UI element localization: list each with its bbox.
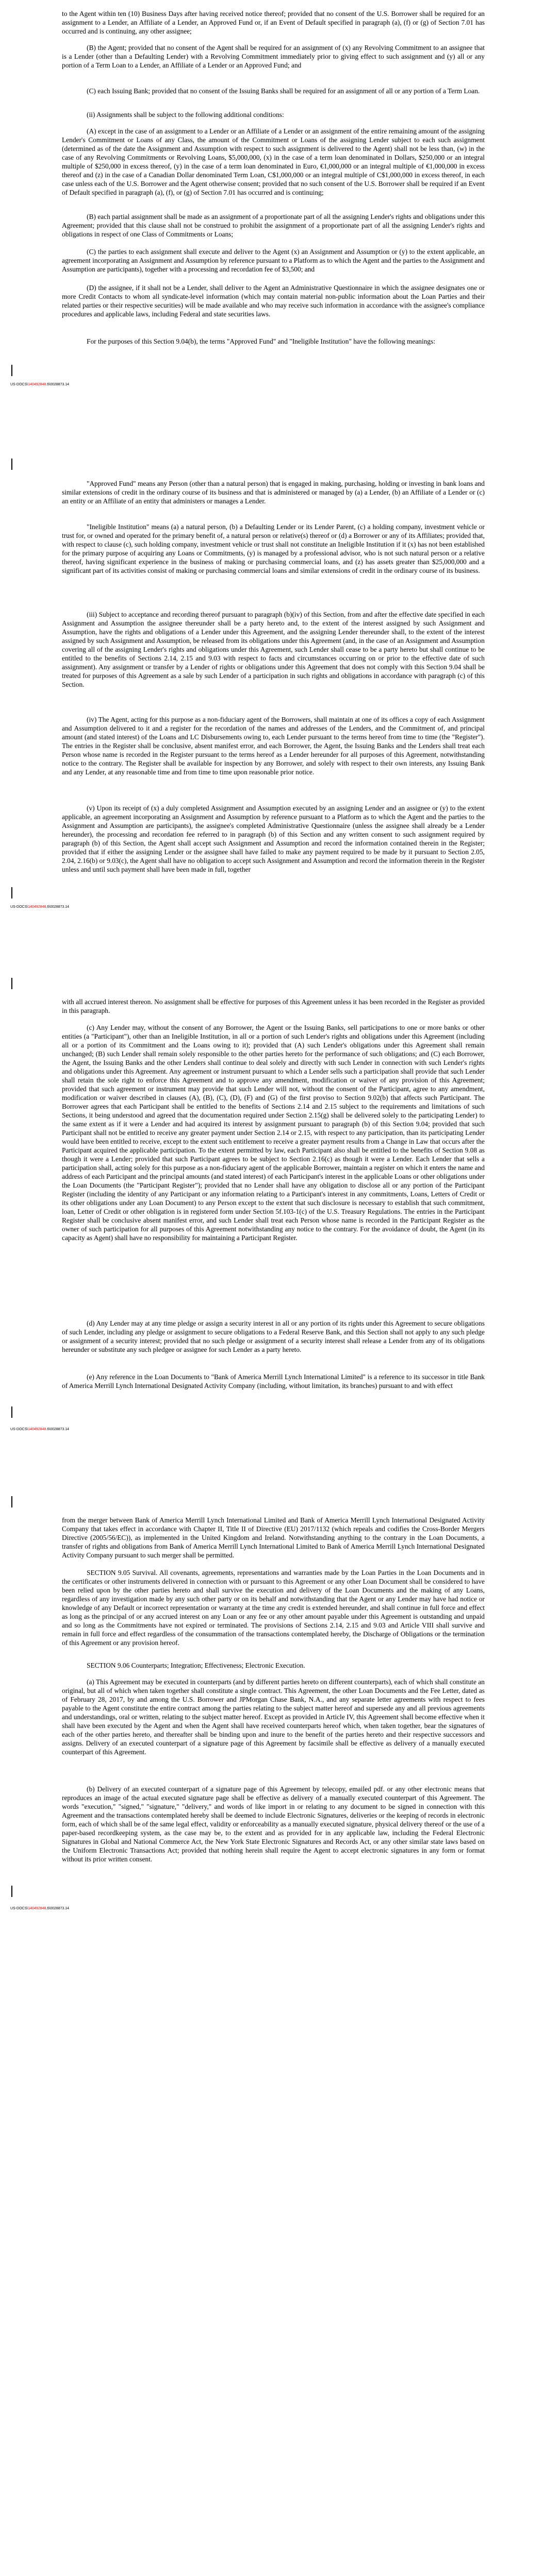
paragraph: (ii) Assignments shall be subject to the following additional conditions: bbox=[87, 111, 284, 118]
document-id-footer: US-DOCS\140492848.6\0028873.14 bbox=[10, 905, 70, 909]
paragraph: with all accrued interest thereon. No assignment shall be effective for purposes of this Agreement unless it has been recorded in the Register as provided in this paragraph. bbox=[62, 998, 485, 1014]
change-bar bbox=[11, 1886, 12, 1897]
paragraph: SECTION 9.05 Survival. All covenants, agreements, representations and warranties made by the Loan Parties in the Loan Documents and in the certificates or other instruments delivered in connection with or pursuant to this Agreement or any other Loan Document shall be considered to have been relied upon by the other parties hereto and shall survive the execution and delivery of the Loan Documents and the making of any Loans, regardless of any investigation made by any such other party or on its behalf and notwithstanding that the Agent or any Lender may have had notice or knowledge of any Default or incorrect representation or warranty at the time any credit is extended hereunder, and shall continue in full force and effect as long as the principal of or any accrued interest on any Loan or any fee or any other amount payable under this Agreement is outstanding and unpaid and so long as the Commitments have not expired or terminated. The provisions of Sections 2.14, 2.15 and 9.03 and Article VIII shall survive and remain in full force and effect regardless of the consummation of the transactions contemplated hereby, the Discharge of Obligations or the termination of this Agreement or any provision hereof. bbox=[62, 1569, 485, 1647]
paragraph: (iv) The Agent, acting for this purpose as a non-fiduciary agent of the Borrowers, shall maintain at one of its offices a copy of each Assignment and Assumption delivered to it and a register for the recordation of the names and addresses of the Lenders, and the Commitment of, and principal amount (and stated interest) of the Loans and LC Disbursements owing to, each Lender pursuant to the terms hereof from time to time (the "Register"). The entries in the Register shall be conclusive, absent manifest error, and each Borrower, the Agent, the Issuing Banks and the Lenders shall treat each Person whose name is recorded in the Register pursuant to the terms hereof as a Lender hereunder for all purposes of this Agreement, notwithstanding notice to the contrary. The Register shall be available for inspection by any Borrower, and solely with respect to their own interests, any Issuing Bank and any Lender, at any reasonable time and from time to time upon reasonable prior notice. bbox=[62, 716, 485, 776]
paragraph: "Approved Fund" means any Person (other than a natural person) that is engaged in making, purchasing, holding or investing in bank loans and similar extensions of credit in the ordinary course of its business and that is administered or managed by (a) a Lender, (b) an Affiliate of a Lender or (c) an entity or an Affiliate of an entity that administers or manages a Lender. bbox=[62, 480, 485, 505]
paragraph: (B) the Agent; provided that no consent of the Agent shall be required for an assignment of (x) any Revolving Commitment to an assignee that is a Lender (other than a Defaulting Lender) with a Revolving Commitment immediately prior to giving effect to such assignment and (y) all or any portion of a Term Loan to a Lender, an Affiliate of a Lender or an Approved Fund; and bbox=[62, 44, 485, 69]
paragraph: (v) Upon its receipt of (x) a duly completed Assignment and Assumption executed by an assigning Lender and an assignee or (y) to the extent applicable, an agreement incorporating an Assignment and Assumption by reference pursuant to a Platform as to which the Agent and the parties to the Assignment and Assumption are participants), the assignee's completed Administrative Questionnaire (unless the assignee shall already be a Lender hereunder), the processing and recordation fee referred to in paragraph (b) of this Section and any written consent to such assignment required by paragraph (b) of this Section, the Agent shall accept such Assignment and Assumption and record the information contained therein in the Register; provided that if either the assigning Lender or the assignee shall have failed to make any payment required to be made by it pursuant to Section 2.05, 2.04, 2.16(b) or 9.03(c), the Agent shall have no obligation to accept such Assignment and Assumption and record the information therein in the Register unless and until such payment shall have been made in full, together bbox=[62, 804, 485, 873]
paragraph: (A) except in the case of an assignment to a Lender or an Affiliate of a Lender or an assignment of the entire remaining amount of the assigning Lender's Commitment or Loans of any Class, the amount of the Commitment or Loans of the assigning Lender subject to each such assignment (determined as of the date the Assignment and Assumption with respect to such assignment is delivered to the Agent) shall not be less than, (w) in the case of any Revolving Commitments or Revolving Loans, $5,000,000, (x) in the case of a term loan denominated in Dollars, $250,000 or an integral multiple of $250,000 in excess thereof, (y) in the case of a term loan denominated in Euro, €1,000,000 or an integral multiple of €1,000,000 in excess thereof and (z) in the case of a Canadian Dollar denominated Term Loan, C$1,000,000 or an integral multiple of C$1,000,000 in excess thereof, in each case unless each of the U.S. Borrower and the Agent otherwise consent; provided that no such consent of the U.S. Borrower shall be required if an Event of Default specified in paragraph (a), (f), or (g) of Section 7.01 has occurred and is continuing; bbox=[62, 127, 485, 196]
paragraph: (B) each partial assignment shall be made as an assignment of a proportionate part of all the assigning Lender's rights and obligations under this Agreement; provided that this clause shall not be construed to prohibit the assignment of a proportionate part of all the assigning Lender's rights and obligations in respect of one Class of Commitments or Loans; bbox=[62, 213, 485, 238]
document-id-footer: US-DOCS\140492848.6\0028873.14 bbox=[10, 1428, 70, 1431]
paragraph: from the merger between Bank of America Merrill Lynch International Limited and Bank of America Merrill Lynch International Designated Activity Company that takes effect in accordance with Chapter II, Title II of Directive (EU) 2017/1132 (which repeals and codifies the Cross-Border Mergers Directive (2005/56/EC)), as implemented in the United Kingdom and Ireland. Notwithstanding anything to the contrary in the Loan Documents, a transfer of rights and obligations from Bank of America Merrill Lynch International Limited to Bank of America Merrill Lynch International Designated Activity Company pursuant to such merger shall be permitted. bbox=[62, 1516, 485, 1559]
paragraph: (c) Any Lender may, without the consent of any Borrower, the Agent or the Issuing Banks, sell participations to one or more banks or other entities (a "Participant"), other than an Ineligible Institution, in all or a portion of such Lender's rights and obligations under this Agreement (including all or a portion of its Commitment and the Loans owing to it); provided that (A) such Lender's obligations under this Agreement shall remain unchanged; (B) such Lender shall remain solely responsible to the other parties hereto for the performance of such obligations; and (C) each Borrower, the Agent, the Issuing Banks and the other Lenders shall continue to deal solely and directly with such Lender in connection with such Lender's rights and obligations under this Agreement. Any agreement or instrument pursuant to which a Lender sells such a participation shall provide that such Lender shall retain the sole right to enforce this Agreement and to approve any amendment, modification or waiver of any provision of this Agreement; provided that such agreement or instrument may provide that such Lender will not, without the consent of the Participant, agree to any amendment, modification or waiver described in clauses (A), (B), (C), (D), (F) and (G) of the first proviso to Section 9.02(b) that affects such Participant. The Borrower agrees that each Participant shall be entitled to the benefits of Sections 2.14 and 2.15 subject to the requirements and limitations of such Sections, it being understood and agreed that the documentation required under Section 2.15(g) shall be delivered solely to the participating Lender) to the same extent as if it were a Lender and had acquired its interest by assignment pursuant to paragraph (b) of this Section 9.04; provided that such Participant shall not be entitled to receive any greater payment under Section 2.14 or 2.15, with respect to any participation, than its participating Lender would have been entitled to receive, except to the extent such entitlement to receive a greater payment results from a Change in Law that occurs after the Participant acquired the applicable participation. To the extent permitted by law, each Participant also shall be entitled to the benefits of Section 9.08 as though it were a Lender; provided that such Participant agrees to be subject to Section 2.16(c) as though it were a Lender. Each Lender that sells a participation shall, acting solely for this purpose as a non-fiduciary agent of the applicable Borrower, maintain a register on which it enters the name and address of each Participant and the principal amounts (and stated interest) of each Participant's interest in the applicable Loans or other obligations under the Loan Documents (the "Participant Register"); provided that no Lender shall have any obligation to disclose all or any portion of the Participant Register (including the identity of any Participant or any information relating to a Participant's interest in any commitments, Loans, Letters of Credit or its other obligations under any Loan Document) to any Person except to the extent that such disclosure is necessary to establish that such commitment, loan, Letter of Credit or other obligation is in registered form under Section 5f.103-1(c) of the U.S. Treasury Regulations. The entries in the Participant Register shall be conclusive absent manifest error, and such Lender shall treat each Person whose name is recorded in the Participant Register as the owner of such participation for all purposes of this Agreement notwithstanding any notice to the contrary. For the avoidance of doubt, the Agent (in its capacity as Agent) shall have no responsibility for maintaining a Participant Register. bbox=[62, 1024, 485, 1242]
paragraph: "Ineligible Institution" means (a) a natural person, (b) a Defaulting Lender or its Lender Parent, (c) a holding company, investment vehicle or trust for, or owned and operated for the primary benefit of, a natural person or relative(s) thereof or (d) a Borrower or any of its Affiliates; provided that, with respect to clause (c), such holding company, investment vehicle or trust shall not constitute an Ineligible Institution if it (x) has not been established for the primary purpose of acquiring any Loans or Commitments, (y) is managed by a professional advisor, who is not such natural person or a relative thereof, having significant experience in the business of making or purchasing commercial loans, and (z) has assets greater than $25,000,000 and a significant part of its activities consist of making or purchasing commercial loans and similar extensions of credit in the ordinary course of its business. bbox=[62, 523, 485, 574]
paragraph: For the purposes of this Section 9.04(b), the terms "Approved Fund" and "Ineligible Institution" have the following meanings: bbox=[87, 337, 436, 345]
document-id-footer: US-DOCS\140492848.6\0028873.14 bbox=[10, 383, 70, 386]
change-bar bbox=[11, 1496, 12, 1507]
change-bar bbox=[11, 887, 12, 899]
section-heading: SECTION 9.06 Counterparts; Integration; Effectiveness; Electronic Execution. bbox=[87, 1662, 305, 1669]
change-bar bbox=[11, 459, 12, 470]
paragraph: (D) the assignee, if it shall not be a Lender, shall deliver to the Agent an Administrative Questionnaire in which the assignee designates one or more Credit Contacts to whom all syndicate-level information (which may contain material non-public information about the Loan Parties and their related parties or their respective securities) will be made available and who may receive such information in accordance with the assignee's compliance procedures and applicable laws, including Federal and state securities laws. bbox=[62, 284, 485, 318]
paragraph: to the Agent within ten (10) Business Days after having received notice thereof; provided that no consent of the U.S. Borrower shall be required for an assignment to a Lender, an Affiliate of a Lender, an Approved Fund or, if an Event of Default specified in paragraph (a), (f) or (g) of Section 7.01 has occurred and is continuing, any other assignee; bbox=[62, 10, 485, 35]
document-id-footer: US-DOCS\140492848.6\0028873.14 bbox=[10, 1907, 70, 1910]
change-bar bbox=[11, 1406, 12, 1418]
paragraph: (C) each Issuing Bank; provided that no consent of the Issuing Banks shall be required for an assignment of all or any portion of a Term Loan. bbox=[87, 87, 480, 95]
paragraph: (C) the parties to each assignment shall execute and deliver to the Agent (x) an Assignment and Assumption or (y) to the extent applicable, an agreement incorporating an Assignment and Assumption by reference pursuant to a Platform as to which the Agent and the parties to the Assignment and Assumption are participants), together with a processing and recordation fee of $3,500; and bbox=[62, 248, 485, 273]
paragraph: (b) Delivery of an executed counterpart of a signature page of this Agreement by telecopy, emailed pdf. or any other electronic means that reproduces an image of the actual executed signature page shall be effective as delivery of a manually executed counterpart of this Agreement. The words "execution," "signed," "signature," "delivery," and words of like import in or relating to any document to be signed in connection with this Agreement and the transactions contemplated hereby shall be deemed to include Electronic Signatures, deliveries or the keeping of records in electronic form, each of which shall be of the same legal effect, validity or enforceability as a manually executed signature, physical delivery thereof or the use of a paper-based recordkeeping system, as the case may be, to the extent and as provided for in any applicable law, including the Federal Electronic Signatures in Global and National Commerce Act, the New York State Electronic Signatures and Records Act, or any other similar state laws based on the Uniform Electronic Transactions Act; provided that nothing herein shall require the Agent to accept electronic signatures in any form or format without its prior written consent. bbox=[62, 1785, 485, 1863]
paragraph: (iii) Subject to acceptance and recording thereof pursuant to paragraph (b)(iv) of this Section, from and after the effective date specified in each Assignment and Assumption the assignee thereunder shall be a party hereto and, to the extent of the interest assigned by such Assignment and Assumption, have the rights and obligations of a Lender under this Agreement, and the assigning Lender thereunder shall, to the extent of the interest assigned by such Assignment and Assumption, be released from its obligations under this Agreement (and, in the case of an Assignment and Assumption covering all of the assigning Lender's rights and obligations under this Agreement, such Lender shall cease to be a party hereto but shall continue to be entitled to the benefits of Sections 2.14, 2.15 and 9.03 with respect to facts and circumstances occurring on or prior to the effective date of such assignment). Any assignment or transfer by a Lender of rights or obligations under this Agreement that does not comply with this Section 9.04 shall be treated for purposes of this Agreement as a sale by such Lender of a participation in such rights and obligations in accordance with paragraph (c) of this Section. bbox=[62, 611, 485, 688]
change-bar bbox=[11, 978, 12, 989]
paragraph: (d) Any Lender may at any time pledge or assign a security interest in all or any portion of its rights under this Agreement to secure obligations of such Lender, including any pledge or assignment to secure obligations to a Federal Reserve Bank, and this Section shall not apply to any such pledge or assignment of a security interest; provided that no such pledge or assignment of a security interest shall release a Lender from any of its obligations hereunder or substitute any such pledgee or assignee for such Lender as a party hereto. bbox=[62, 1319, 485, 1353]
paragraph: (a) This Agreement may be executed in counterparts (and by different parties hereto on different counterparts), each of which shall constitute an original, but all of which when taken together shall constitute a single contract. This Agreement, the other Loan Documents and the Fee Letter, dated as of February 28, 2017, by and among the U.S. Borrower and JPMorgan Chase Bank, N.A., and any separate letter agreements with respect to fees payable to the Agent constitute the entire contract among the parties relating to the subject matter hereof and supersede any and all previous agreements and understandings, oral or written, relating to the subject matter hereof. Except as provided in Article IV, this Agreement shall become effective when it shall have been executed by the Agent and when the Agent shall have received counterparts hereof which, when taken together, bear the signatures of each of the other parties hereto, and thereafter shall be binding upon and inure to the benefit of the parties hereto and their respective successors and assigns. Delivery of an executed counterpart of a signature page of this Agreement by facsimile shall be effective as delivery of a manually executed counterpart of this Agreement. bbox=[62, 1678, 485, 1756]
change-bar bbox=[11, 365, 12, 376]
paragraph: (e) Any reference in the Loan Documents to "Bank of America Merrill Lynch International Limited" is a reference to its successor in title Bank of America Merrill Lynch International Designated Activity Company (including, without limitation, its branches) pursuant to and with effect bbox=[62, 1373, 485, 1389]
